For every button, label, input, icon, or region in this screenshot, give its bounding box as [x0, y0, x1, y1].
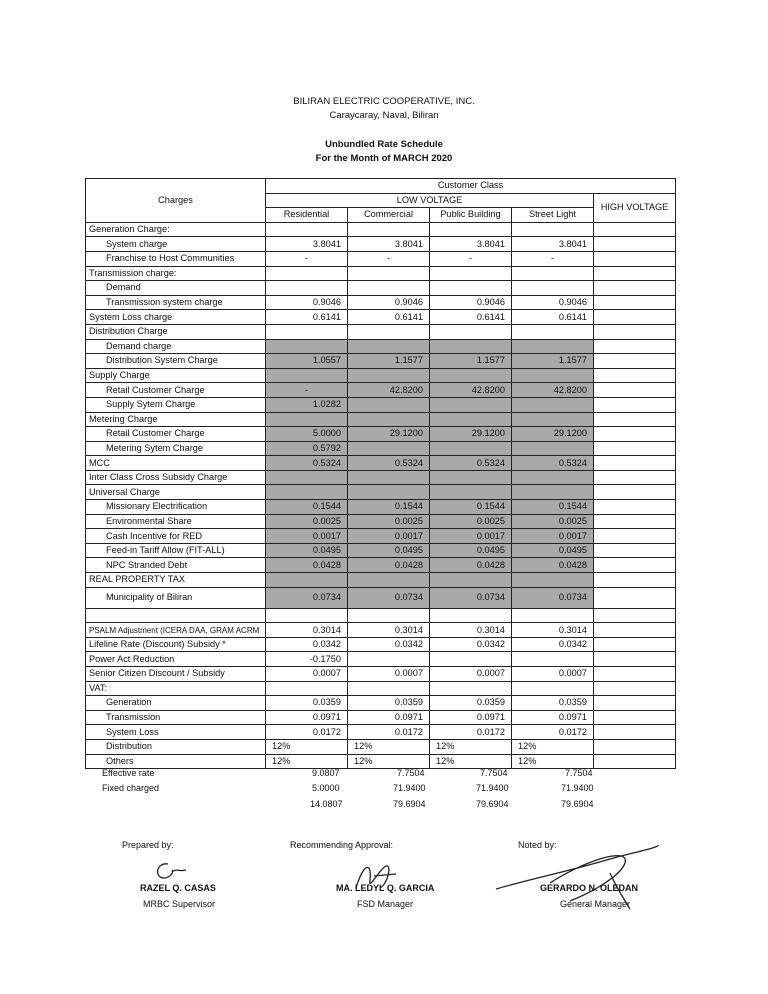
charge-value: -0.1750	[266, 652, 348, 667]
charge-value: 0.0007	[430, 667, 512, 682]
total-value: 79.6904	[476, 799, 509, 809]
prepared-name: RAZEL Q. CASAS	[140, 883, 216, 893]
charge-label: Senior Citizen Discount / Subsidy	[86, 667, 266, 682]
charge-value	[348, 485, 430, 500]
charge-value: 29.1200	[430, 427, 512, 442]
table-row	[86, 754, 676, 769]
charge-value	[512, 485, 594, 500]
charge-value: 42.8200	[430, 383, 512, 398]
table-row	[86, 397, 676, 412]
charge-value: -	[512, 251, 594, 266]
column-header-commercial: Commercial	[348, 208, 430, 223]
charge-value	[512, 266, 594, 281]
charge-value	[348, 266, 430, 281]
charge-value: 0.0017	[348, 529, 430, 544]
charge-label: Missionary Electrification	[86, 500, 266, 515]
charge-value: 0.0971	[430, 710, 512, 725]
charge-value	[348, 397, 430, 412]
charge-value: 0.1544	[512, 500, 594, 515]
charge-label: Distribution System Charge	[86, 354, 266, 369]
charge-value: 29.1200	[348, 427, 430, 442]
charge-value	[348, 681, 430, 696]
charge-value	[594, 573, 676, 588]
charge-value	[266, 608, 348, 623]
charge-label: PSALM Adjustment (ICERA DAA, GRAM ACRM	[86, 623, 266, 638]
table-row	[86, 485, 676, 500]
recommending-label: Recommending Approval:	[290, 840, 394, 850]
charge-value: 0.0971	[512, 710, 594, 725]
charge-value: 3.8041	[266, 237, 348, 252]
charge-value	[430, 324, 512, 339]
charge-value: 0.0428	[348, 558, 430, 573]
charge-value	[594, 739, 676, 754]
charge-value	[594, 339, 676, 354]
charge-value: 0.0342	[512, 637, 594, 652]
charge-value: 0.0359	[266, 696, 348, 711]
charge-value	[594, 383, 676, 398]
charge-value: 0.0007	[266, 667, 348, 682]
table-row	[86, 637, 676, 652]
charge-value: 5.0000	[266, 427, 348, 442]
charge-value	[266, 573, 348, 588]
charge-value: 12%	[266, 754, 348, 769]
charge-value	[594, 441, 676, 456]
fixed-charged-value: 71.9400	[561, 783, 594, 793]
charge-value: 0.0971	[266, 710, 348, 725]
charge-value	[430, 652, 512, 667]
charge-value: 0.3014	[430, 623, 512, 638]
charge-value	[594, 500, 676, 515]
charge-value: 0.5324	[512, 456, 594, 471]
column-header-high-voltage: HIGH VOLTAGE	[594, 193, 676, 222]
table-row	[86, 368, 676, 383]
charge-value: 0.9046	[512, 295, 594, 310]
charge-value	[594, 397, 676, 412]
charge-value	[348, 368, 430, 383]
charge-value: 0.0025	[512, 514, 594, 529]
charge-value	[594, 427, 676, 442]
charge-value	[348, 222, 430, 237]
charge-value: -	[430, 251, 512, 266]
charge-label: Distribution	[86, 739, 266, 754]
charge-value	[266, 368, 348, 383]
charge-value	[512, 339, 594, 354]
charge-value: 0.0172	[430, 725, 512, 740]
charge-value: 0.9046	[266, 295, 348, 310]
charge-value	[430, 681, 512, 696]
charge-value: 42.8200	[512, 383, 594, 398]
charge-value: 12%	[512, 754, 594, 769]
charge-value	[430, 222, 512, 237]
charge-label: Power Act Reduction	[86, 652, 266, 667]
charge-value: 0.3014	[266, 623, 348, 638]
charge-value	[348, 281, 430, 296]
charge-value: 0.6141	[266, 310, 348, 325]
charge-value	[594, 470, 676, 485]
charge-value	[266, 324, 348, 339]
table-row	[86, 354, 676, 369]
charge-value	[512, 281, 594, 296]
recommending-title: FSD Manager	[357, 899, 414, 909]
charge-label: Metering Charge	[86, 412, 266, 427]
charge-value	[512, 608, 594, 623]
prepared-title: MRBC Supervisor	[143, 899, 216, 909]
charge-value	[348, 412, 430, 427]
table-row	[86, 237, 676, 252]
charge-label: Universal Charge	[86, 485, 266, 500]
charges-header: Charges	[86, 179, 266, 223]
charge-value: 0.9046	[348, 295, 430, 310]
noted-title: General Manager	[560, 899, 631, 909]
charge-value: 0.0734	[266, 587, 348, 608]
table-row	[86, 623, 676, 638]
charge-value	[594, 354, 676, 369]
table-row	[86, 558, 676, 573]
charge-value	[430, 339, 512, 354]
charge-label: Franchise to Host Communities	[86, 251, 266, 266]
effective-rate-value: 9.0807	[312, 768, 340, 778]
charge-value: 0.0734	[348, 587, 430, 608]
charge-value	[266, 470, 348, 485]
noted-name: GERARDO N. OLEDAN	[540, 883, 639, 893]
charge-value: 0.0172	[266, 725, 348, 740]
charge-label: Generation	[86, 696, 266, 711]
charge-value: 0.0172	[348, 725, 430, 740]
charge-value: 29.1200	[512, 427, 594, 442]
charge-value	[594, 558, 676, 573]
charge-value	[594, 368, 676, 383]
charge-value: 0.5324	[266, 456, 348, 471]
charge-value	[594, 412, 676, 427]
table-row	[86, 222, 676, 237]
charge-value	[594, 587, 676, 608]
charge-value: 0.5324	[348, 456, 430, 471]
charge-value	[594, 237, 676, 252]
charge-value	[594, 310, 676, 325]
charge-value	[594, 324, 676, 339]
charge-value	[594, 623, 676, 638]
charge-value: 1.1577	[430, 354, 512, 369]
charge-value	[430, 485, 512, 500]
org-address: Caraycaray, Naval, Biliran	[329, 110, 439, 121]
table-row	[86, 281, 676, 296]
charge-value: 0.0025	[348, 514, 430, 529]
charge-value: 12%	[348, 754, 430, 769]
charge-value	[594, 543, 676, 558]
effective-rate-value: 7.7504	[480, 768, 508, 778]
charge-label: Supply Sytem Charge	[86, 397, 266, 412]
charge-value	[512, 324, 594, 339]
charge-label: Inter Class Cross Subsidy Charge	[86, 470, 266, 485]
charge-label: Others	[86, 754, 266, 769]
effective-rate-label: Effective rate	[102, 768, 155, 778]
charge-value: 0.0495	[512, 543, 594, 558]
charge-value: 0.0734	[512, 587, 594, 608]
charge-value	[512, 397, 594, 412]
charge-value: 0.0025	[266, 514, 348, 529]
table-row	[86, 251, 676, 266]
rate-table	[85, 178, 676, 769]
charge-value	[348, 324, 430, 339]
effective-rate-value: 7.7504	[565, 768, 593, 778]
table-row	[86, 667, 676, 682]
charge-label	[86, 608, 266, 623]
charge-value	[430, 281, 512, 296]
charge-value: 0.0359	[512, 696, 594, 711]
charge-label: Transmission system charge	[86, 295, 266, 310]
table-row	[86, 427, 676, 442]
charge-value	[430, 412, 512, 427]
charge-value: 0.0007	[348, 667, 430, 682]
charge-value: 0.0342	[266, 637, 348, 652]
charge-label: Retail Customer Charge	[86, 427, 266, 442]
charge-value	[594, 652, 676, 667]
recommending-name: MA. LEDYL Q. GARCIA	[336, 883, 435, 893]
charge-value	[266, 681, 348, 696]
charge-value	[512, 368, 594, 383]
charge-value	[594, 710, 676, 725]
charge-value: 0.0017	[266, 529, 348, 544]
prepared-by-label: Prepared by:	[122, 840, 174, 850]
charge-value	[594, 222, 676, 237]
charge-label: Distribution Charge	[86, 324, 266, 339]
charge-value	[266, 266, 348, 281]
charge-value: 12%	[266, 739, 348, 754]
charge-value	[348, 441, 430, 456]
table-row	[86, 739, 676, 754]
charge-value: 0.0359	[430, 696, 512, 711]
charge-value: 1.1577	[512, 354, 594, 369]
charge-value: 0.0342	[348, 637, 430, 652]
charge-value	[594, 295, 676, 310]
charge-label: Metering Sytem Charge	[86, 441, 266, 456]
fixed-charged-value: 71.9400	[476, 783, 509, 793]
charge-value	[512, 222, 594, 237]
charge-value	[348, 470, 430, 485]
charge-value	[512, 681, 594, 696]
charge-value: 3.8041	[430, 237, 512, 252]
org-name: BILIRAN ELECTRIC COOPERATIVE, INC.	[293, 96, 475, 107]
charge-value: -	[348, 251, 430, 266]
charge-value: 0.0428	[430, 558, 512, 573]
charge-value	[266, 412, 348, 427]
table-row	[86, 681, 676, 696]
charge-value	[512, 470, 594, 485]
table-row	[86, 696, 676, 711]
charge-value: 0.0495	[266, 543, 348, 558]
charge-value	[430, 573, 512, 588]
charge-value	[266, 281, 348, 296]
table-row	[86, 310, 676, 325]
table-row	[86, 383, 676, 398]
charge-value: 0.0017	[430, 529, 512, 544]
charge-value	[594, 251, 676, 266]
charge-label: Demand	[86, 281, 266, 296]
charge-value: 0.6141	[512, 310, 594, 325]
charge-value: 3.8041	[512, 237, 594, 252]
charge-value	[348, 608, 430, 623]
table-row	[86, 295, 676, 310]
column-header-residential: Residential	[266, 208, 348, 223]
charge-label: System Loss	[86, 725, 266, 740]
charge-value	[512, 573, 594, 588]
charge-value	[348, 652, 430, 667]
charge-value	[348, 573, 430, 588]
charge-value: 3.8041	[348, 237, 430, 252]
charge-value: 0.0734	[430, 587, 512, 608]
charge-value	[266, 222, 348, 237]
charge-label: Cash Incentive for RED	[86, 529, 266, 544]
rate-table-body	[86, 222, 676, 768]
column-header-street-light: Street Light	[512, 208, 594, 223]
charge-label: System charge	[86, 237, 266, 252]
charge-value: 1.1577	[348, 354, 430, 369]
charge-value	[594, 725, 676, 740]
table-row	[86, 266, 676, 281]
charge-value	[594, 754, 676, 769]
charge-value	[594, 456, 676, 471]
charge-value	[348, 339, 430, 354]
charge-value	[594, 281, 676, 296]
charge-value	[512, 652, 594, 667]
charge-value: 0.1544	[430, 500, 512, 515]
charge-value: 42.8200	[348, 383, 430, 398]
charge-value: -	[266, 383, 348, 398]
charge-value	[512, 412, 594, 427]
charge-label: Lifeline Rate (Discount) Subsidy *	[86, 637, 266, 652]
charge-label: MCC	[86, 456, 266, 471]
charge-value: 1.0557	[266, 354, 348, 369]
charge-label: Transmission charge:	[86, 266, 266, 281]
table-row	[86, 529, 676, 544]
charge-value: 1.0282	[266, 397, 348, 412]
charge-value: 0.6141	[430, 310, 512, 325]
charge-value	[430, 368, 512, 383]
effective-rate-value: 7.7504	[397, 768, 425, 778]
charge-value	[430, 470, 512, 485]
charge-label: System Loss charge	[86, 310, 266, 325]
charge-label: Retail Customer Charge	[86, 383, 266, 398]
charge-value: 0.0007	[512, 667, 594, 682]
charge-value: 0.3014	[348, 623, 430, 638]
charge-value	[512, 441, 594, 456]
charge-label: Generation Charge:	[86, 222, 266, 237]
charge-value	[594, 529, 676, 544]
table-row	[86, 339, 676, 354]
charge-value: 0.0359	[348, 696, 430, 711]
charge-label: Feed-in Tariff Allow (FIT-ALL)	[86, 543, 266, 558]
charge-value: 12%	[430, 754, 512, 769]
charge-value	[594, 681, 676, 696]
document-title: Unbundled Rate Schedule	[325, 139, 443, 150]
column-header-public-building: Public Building	[430, 208, 512, 223]
charge-value: 0.0971	[348, 710, 430, 725]
charge-value: 0.0428	[266, 558, 348, 573]
charge-value: 0.1544	[348, 500, 430, 515]
table-row	[86, 412, 676, 427]
charge-value	[266, 485, 348, 500]
charge-value: 0.0342	[430, 637, 512, 652]
charge-value	[430, 441, 512, 456]
document-subtitle: For the Month of MARCH 2020	[315, 153, 453, 164]
charge-value: 0.0025	[430, 514, 512, 529]
charge-value	[594, 514, 676, 529]
low-voltage-header: LOW VOLTAGE	[266, 193, 594, 208]
charge-value: 12%	[348, 739, 430, 754]
charge-value: 0.5324	[430, 456, 512, 471]
charge-label: Supply Charge	[86, 368, 266, 383]
charge-value: 0.0495	[348, 543, 430, 558]
table-row	[86, 514, 676, 529]
charge-value	[594, 637, 676, 652]
table-row	[86, 652, 676, 667]
fixed-charged-value: 5.0000	[312, 783, 340, 793]
charge-value: 0.0428	[512, 558, 594, 573]
table-row	[86, 470, 676, 485]
charge-value: 0.0495	[430, 543, 512, 558]
charge-value: 0.6141	[348, 310, 430, 325]
total-value: 14.0807	[310, 799, 343, 809]
charge-value: 0.0017	[512, 529, 594, 544]
charge-value	[430, 608, 512, 623]
charge-value: 0.0172	[512, 725, 594, 740]
charge-value: -	[266, 251, 348, 266]
charge-value: 0.1544	[266, 500, 348, 515]
charge-value	[594, 667, 676, 682]
charge-label: Municipality of Biliran	[86, 587, 266, 608]
table-row	[86, 587, 676, 608]
customer-class-header: Customer Class	[266, 179, 676, 194]
charge-value: 0.3014	[512, 623, 594, 638]
charge-value	[266, 339, 348, 354]
table-row	[86, 608, 676, 623]
charge-label: Demand charge	[86, 339, 266, 354]
charge-value	[594, 608, 676, 623]
table-row	[86, 441, 676, 456]
charge-value: 12%	[512, 739, 594, 754]
table-row	[86, 456, 676, 471]
prepared-signature	[150, 858, 190, 884]
charge-label: Environmental Share	[86, 514, 266, 529]
charge-value: 12%	[430, 739, 512, 754]
fixed-charged-value: 71.9400	[393, 783, 426, 793]
charge-label: NPC Stranded Debt	[86, 558, 266, 573]
charge-label: Transmission	[86, 710, 266, 725]
table-row	[86, 543, 676, 558]
total-value: 79.6904	[393, 799, 426, 809]
charge-value	[594, 696, 676, 711]
table-row	[86, 725, 676, 740]
charge-label: REAL PROPERTY TAX	[86, 573, 266, 588]
noted-by-label: Noted by:	[518, 840, 557, 850]
charge-value	[594, 485, 676, 500]
table-row	[86, 573, 676, 588]
charge-value: 0.9046	[430, 295, 512, 310]
charge-value: 0.5792	[266, 441, 348, 456]
charge-value	[594, 266, 676, 281]
table-row	[86, 324, 676, 339]
table-row	[86, 500, 676, 515]
total-value: 79.6904	[561, 799, 594, 809]
charge-label: VAT:	[86, 681, 266, 696]
table-row	[86, 710, 676, 725]
fixed-charged-label: Fixed charged	[102, 783, 160, 793]
charge-value	[430, 266, 512, 281]
charge-value	[430, 397, 512, 412]
